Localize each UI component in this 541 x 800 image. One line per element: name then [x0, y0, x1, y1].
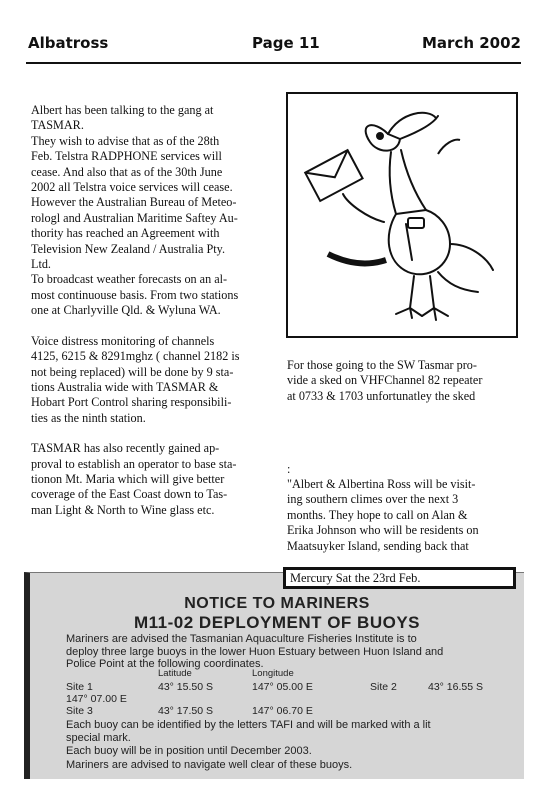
issue-date: March 2002: [422, 34, 521, 52]
text-line: man Light & North to Wine glass etc.: [31, 502, 215, 517]
text-line: For those going to the SW Tasmar pro-: [287, 358, 477, 372]
mt-maria-paragraph: [31, 441, 269, 518]
navigation-advice: Mariners are advised to navigate well clear of these buoys.: [66, 759, 353, 771]
text-line: However the Australian Bureau of Meteo-: [31, 195, 237, 210]
notice-intro: [66, 633, 506, 671]
distress-monitoring-paragraph: [31, 334, 269, 426]
text-line: thority has reached an Agreement with: [31, 226, 220, 241]
buoy-identification: [66, 719, 524, 744]
text-line: at 0733 & 1703 unfortunatley the sked: [287, 388, 476, 403]
ross-visit-paragraph: [287, 477, 519, 554]
publication-title: Albatross: [28, 34, 109, 52]
text-line: rologl and Australian Maritime Saftey Au-: [31, 210, 238, 225]
text-line: Mariners are advised the Tasmanian Aquaculture Fisheries Institute is to: [66, 633, 417, 645]
text-line: Ltd.: [31, 257, 51, 272]
longitude-header: Longitude: [252, 668, 294, 679]
text-line: Feb. Telstra RADPHONE services will: [31, 149, 222, 164]
text-line: months. They hope to call on Alan &: [287, 507, 468, 522]
text-line: To broadcast weather forecasts on an al-: [31, 272, 228, 287]
text-line: Television New Zealand / Australia Pty.: [31, 241, 225, 256]
site3-latitude: 43° 17.50 S: [158, 705, 213, 717]
site3-label: Site 3: [66, 705, 93, 717]
text-line: coverage of the East Coast down to Tas-: [31, 487, 228, 502]
text-line: not being replaced) will be done by 9 sta-: [31, 364, 234, 379]
buoy-position-period: Each buoy will be in position until December 2003.: [66, 745, 312, 757]
text-line: tionon Mt. Maria which will give better: [31, 471, 225, 486]
text-line: deploy three large buoys in the lower Huon Estuary between Huon Island and: [66, 645, 444, 658]
text-line: They wish to advise that as of the 28th: [31, 133, 220, 148]
sked-caption: [287, 358, 519, 404]
notice-subtitle: M11-02 DEPLOYMENT OF BUOYS: [134, 613, 420, 632]
text-line: tions Australia wide with TASMAR &: [31, 379, 219, 394]
text-line: Each buoy can be identified by the letters TAFI and will be marked with a lit: [66, 719, 431, 731]
text-line: Maatsuyker Island, sending back that: [287, 538, 469, 553]
text-line: ties as the ninth station.: [31, 410, 146, 425]
text-line: "Albert & Albertina Ross will be visit-: [287, 477, 476, 491]
site1-label: Site 1: [66, 681, 93, 693]
text-line: 2002 all Telstra voice services will cease.: [31, 180, 233, 195]
text-line: most continuouse basis. From two stations: [31, 287, 239, 302]
text-line: Erika Johnson who will be residents on: [287, 523, 479, 538]
ross-text: [287, 477, 519, 554]
text-line: ing southern climes over the next 3: [287, 492, 459, 507]
site3-longitude: 147° 06.70 E: [252, 705, 313, 717]
text-line: one at Charlyville Qld. & Wyluna WA.: [31, 303, 221, 318]
site2-longitude: 147° 07.00 E: [66, 693, 127, 705]
text-line: TASMAR has also recently gained ap-: [31, 441, 220, 456]
text-line: Hobart Port Control sharing responsibili-: [31, 395, 232, 410]
text-line: cease. And also that as of the 30th June: [31, 164, 223, 179]
site1-latitude: 43° 15.50 S: [158, 681, 213, 693]
notice-to-mariners-clipping: [24, 572, 524, 779]
notice-title: NOTICE TO MARINERS: [184, 595, 370, 612]
page-header: [28, 34, 521, 60]
text-line: special mark.: [66, 731, 131, 744]
tasmar-paragraph: [31, 103, 269, 319]
text-line: proval to establish an operator to base sta-: [31, 456, 237, 471]
colon-mark: :: [287, 462, 291, 476]
albatross-mail-icon: [288, 94, 516, 336]
site1-longitude: 147° 05.00 E: [252, 681, 313, 693]
latitude-header: Latitude: [158, 668, 192, 679]
site2-label: Site 2: [370, 681, 397, 693]
left-column: [31, 103, 269, 518]
site2-latitude: 43° 16.55 S: [428, 681, 483, 693]
text-line: Voice distress monitoring of channels: [31, 333, 215, 348]
page-number: Page 11: [252, 34, 320, 52]
text-line: vide a sked on VHFChannel 82 repeater: [287, 373, 483, 388]
text-line: Police Point at the following coordinates.: [66, 658, 264, 670]
mercury-date-banner: Mercury Sat the 23rd Feb.: [283, 567, 516, 589]
text-line: 4125, 6215 & 8291mghz ( channel 2182 is: [31, 349, 240, 364]
text-line: Albert has been talking to the gang at: [31, 103, 214, 117]
header-rule: [26, 62, 521, 64]
albatross-illustration: [286, 92, 518, 338]
caption-text: [287, 358, 519, 404]
text-line: TASMAR.: [31, 118, 84, 133]
